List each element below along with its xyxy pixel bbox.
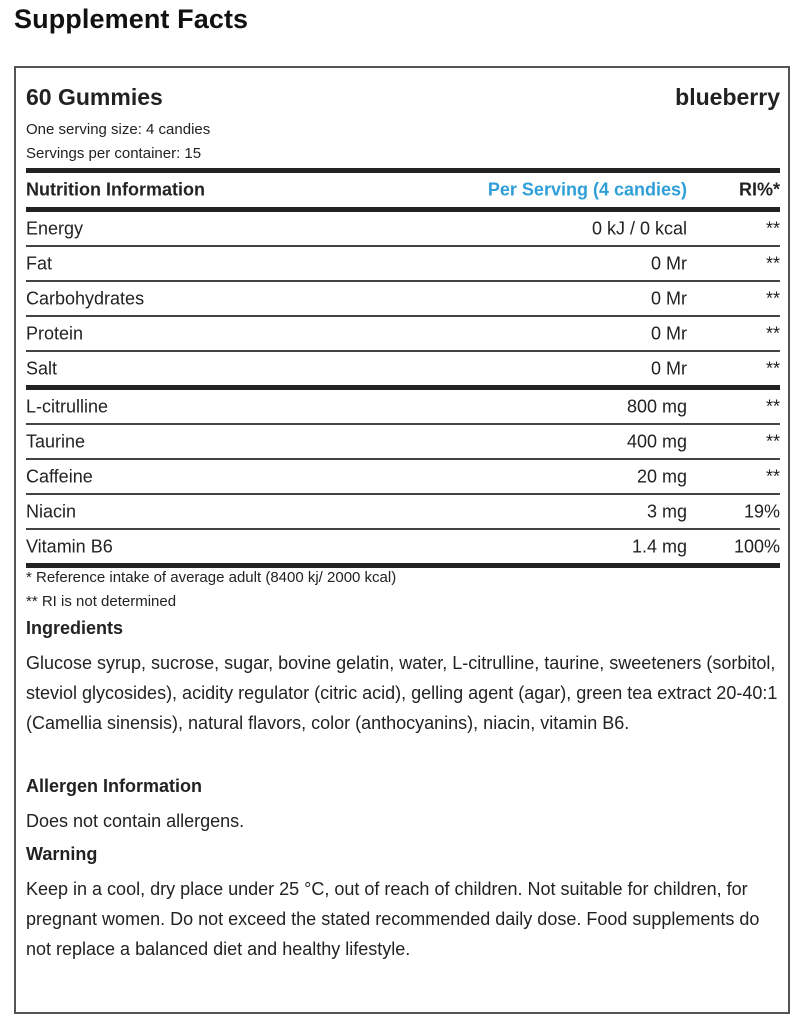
row-name: Vitamin B6 [26, 536, 113, 556]
allergen-title: Allergen Information [26, 776, 203, 796]
ingredients-text: Glucose syrup, sucrose, sugar, bovine gelatin, water, L-citrulline, taurine, sweeteners (sorbitol, steviol glycosides), acidity regulator (citric acid), gelling agent (agar), green tea extract 20-40:1 (Camellia sinensis), natural flavors, color (anthocyanins), niacin, vitamin B6. [26, 653, 778, 733]
table-row [26, 282, 780, 315]
row-ri: ** [765, 466, 780, 486]
product-header [26, 84, 778, 114]
row-name: Caffeine [26, 466, 93, 486]
table-row [26, 460, 780, 493]
row-value: 400 mg [626, 431, 687, 451]
warning-title: Warning [26, 844, 98, 864]
header-per-serving: Per Serving (4 candies) [487, 179, 687, 200]
servings-per-container: Servings per container: 15 [26, 145, 202, 162]
ingredients-title: Ingredients [26, 618, 124, 638]
row-value: 0 Mr [651, 323, 687, 343]
row-value: 0 kJ / 0 kcal [591, 218, 687, 238]
row-name: Niacin [26, 501, 77, 521]
table-row [26, 247, 780, 280]
nutrition-table [26, 168, 780, 568]
row-name: Carbohydrates [26, 288, 145, 308]
product-name: 60 Gummies [26, 84, 163, 110]
table-row [26, 390, 780, 423]
row-ri: ** [765, 253, 780, 273]
header-ri: RI%* [738, 179, 780, 200]
table-row [26, 212, 780, 245]
header-nutrition-information: Nutrition Information [26, 179, 205, 200]
warning-text: Keep in a cool, dry place under 25 °C, out of reach of children. Not suitable for children, for pregnant women. Do not exceed the stated recommended daily dose. Food supplements do not replace a balanced diet and healthy lifestyle. [26, 879, 760, 959]
row-value: 3 mg [646, 501, 687, 521]
row-name: Taurine [26, 431, 86, 451]
allergen-text: Does not contain allergens. [26, 811, 245, 831]
row-name: Fat [26, 253, 53, 273]
row-ri: ** [765, 218, 780, 238]
table-footnotes [26, 566, 396, 614]
table-header [26, 173, 780, 207]
row-ri: ** [765, 288, 780, 308]
row-value: 1.4 mg [631, 536, 687, 556]
row-ri: ** [765, 358, 780, 378]
page-title: Supplement Facts [14, 4, 249, 34]
row-name: Protein [26, 323, 84, 343]
table-row [26, 530, 780, 563]
row-ri: 19% [743, 501, 780, 521]
row-value: 0 Mr [651, 253, 687, 273]
product-flavor: blueberry [675, 84, 780, 110]
footnote: ** RI is not determined [26, 593, 177, 610]
row-name: L-citrulline [26, 396, 109, 416]
row-ri: ** [765, 431, 780, 451]
row-value: 20 mg [636, 466, 687, 486]
row-ri: ** [765, 323, 780, 343]
serving-size: One serving size: 4 candies [26, 121, 211, 138]
row-value: 0 Mr [651, 358, 687, 378]
table-row [26, 425, 780, 458]
footnote: * Reference intake of average adult (8400 kj/ 2000 kcal) [26, 569, 397, 586]
table-row [26, 317, 780, 350]
row-name: Energy [26, 218, 84, 238]
table-row [26, 352, 780, 385]
supplement-label [14, 66, 790, 1014]
row-value: 800 mg [626, 396, 687, 416]
row-name: Salt [26, 358, 58, 378]
row-ri: 100% [733, 536, 780, 556]
table-row [26, 495, 780, 528]
row-ri: ** [765, 396, 780, 416]
row-value: 0 Mr [651, 288, 687, 308]
